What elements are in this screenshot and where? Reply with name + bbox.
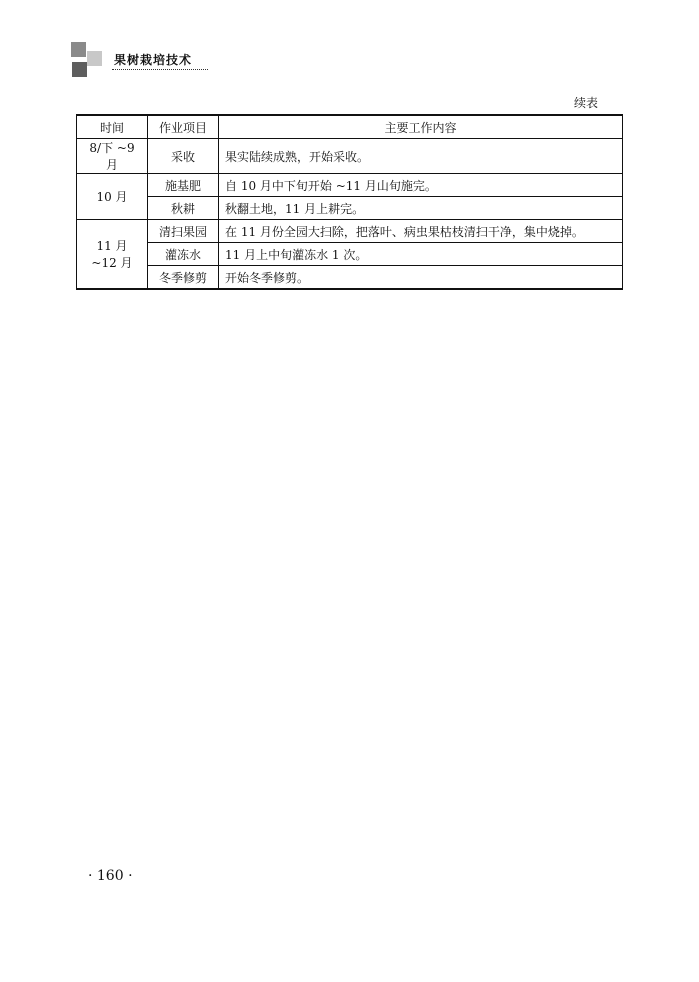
table-row — [77, 139, 623, 174]
running-head-dotted-rule — [112, 69, 208, 70]
column-header-time: 时间 — [77, 115, 148, 139]
table-row — [77, 266, 623, 290]
logo-square-right — [87, 51, 102, 66]
time-cell: 8/下 ~9 月 — [77, 139, 148, 174]
task-cell: 清扫果园 — [148, 220, 219, 243]
task-cell: 施基肥 — [148, 174, 219, 197]
running-head-title: 果树栽培技术 — [114, 53, 193, 67]
time-cell: 11 月 ~12 月 — [77, 220, 148, 290]
table-row — [77, 220, 623, 243]
task-cell: 灌冻水 — [148, 243, 219, 266]
book-logo-icon — [71, 42, 103, 78]
work-schedule-table — [76, 114, 623, 290]
task-cell: 采收 — [148, 139, 219, 174]
content-cell: 自 10 月中下旬开始 ~11 月山旬施完。 — [219, 174, 623, 197]
table-row — [77, 243, 623, 266]
content-cell: 果实陆续成熟，开始采收。 — [219, 139, 623, 174]
content-cell: 秋翻土地，11 月上耕完。 — [219, 197, 623, 220]
content-cell: 11 月上中旬灌冻水 1 次。 — [219, 243, 623, 266]
content-cell: 开始冬季修剪。 — [219, 266, 623, 290]
time-cell: 10 月 — [77, 174, 148, 220]
task-cell: 秋耕 — [148, 197, 219, 220]
content-cell: 在 11 月份全园大扫除，把落叶、病虫果枯枝清扫干净，集中烧掉。 — [219, 220, 623, 243]
table-continued-label: 续表 — [574, 96, 599, 110]
column-header-content: 主要工作内容 — [219, 115, 623, 139]
table-header-row — [77, 115, 623, 139]
logo-square-bottom — [72, 62, 87, 77]
table-row — [77, 174, 623, 197]
task-cell: 冬季修剪 — [148, 266, 219, 290]
table-row — [77, 197, 623, 220]
column-header-task: 作业项目 — [148, 115, 219, 139]
page-number: · 160 · — [88, 868, 133, 884]
logo-square-top — [71, 42, 86, 57]
